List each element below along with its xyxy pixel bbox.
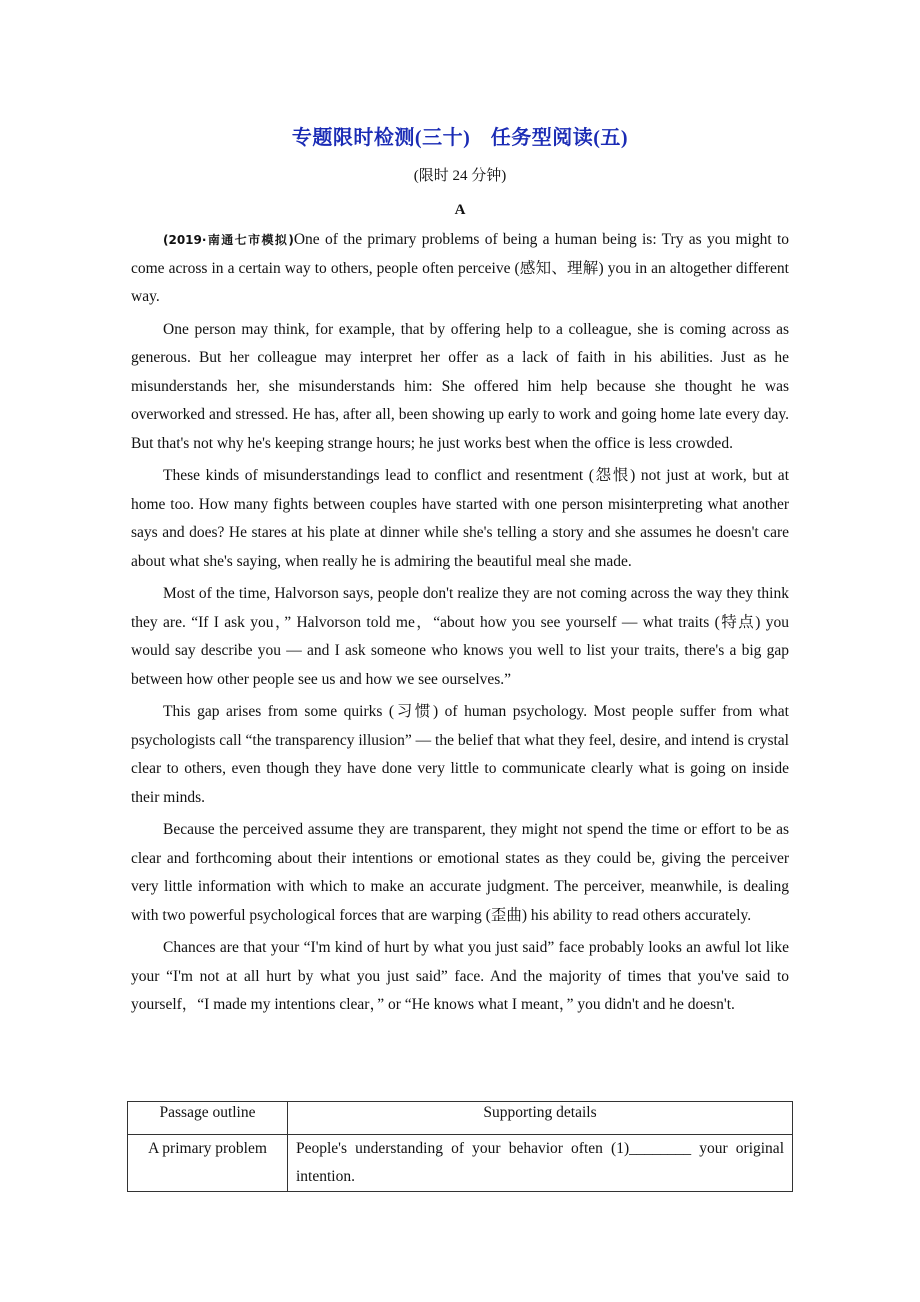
passage-paragraph-4: Most of the time, Halvorson says, people don't realize they are not coming across the way they think they are. “If I ask you，” Halvorson told me，“about how you see yourself — what traits (特点) you would say describe you — and I ask someone who knows you well to list your traits, there's a big gap between how other people see us and how we see ourselves.” (131, 585, 789, 688)
table-header-details: Supporting details (288, 1102, 793, 1135)
passage-paragraph-2: One person may think, for example, that by offering help to a colleague, she is coming across as generous. But her colleague may interpret her offer as a lack of faith in his abilities. Just as he misunderstands her, she misunderstands him: She offered him help because she thought he was overworked and stressed. He has, after all, been showing up early to work and going home late every day. But that's not why he's keeping strange hours; he just works best when the office is less crowded. (131, 320, 789, 452)
passage-paragraph-6: Because the perceived assume they are transparent, they might not spend the time or effort to be as clear and forthcoming about their intentions or emotional states as they could be, giving the perceiver very little information with which to make an accurate judgment. The perceiver, meanwhile, is dealing with two powerful psychological forces that are warping (歪曲) his ability to read others accurately. (131, 821, 789, 924)
table-row (128, 1135, 793, 1192)
passage-paragraph-7: Chances are that your “I'm kind of hurt by what you just said” face probably looks an awful lot like your “I'm not at all hurt by what you just said” face. And the majority of times that you've said to yourself，“I made my intentions clear，” or “He knows what I meant，” you didn't and he doesn't. (131, 939, 789, 1013)
page-title: 专题限时检测(三十) 任务型阅读(五) (291, 127, 629, 149)
time-limit-note: (限时 24 分钟) (413, 168, 507, 184)
table-cell-details[interactable]: People's understanding of your behavior often (1)________ your original intention. (288, 1135, 793, 1192)
table-header-outline: Passage outline (128, 1102, 288, 1135)
passage-body (131, 226, 789, 1024)
passage-paragraph-1: (2019·南通七市模拟)One of the primary problems of being a human being is: Try as you might to come across in a certain way to others, people often perceive (感知、理解) you in an altogether different way. (131, 231, 790, 305)
table-cell-outline: A primary problem (128, 1135, 288, 1192)
section-label: A (454, 202, 466, 218)
outline-table (127, 1101, 793, 1192)
passage-paragraph-3: These kinds of misunderstandings lead to conflict and resentment (怨恨) not just at work, but at home too. How many fights between couples have started with one person misinterpreting what another says and does? He stares at his plate at dinner while she's telling a story and she assumes he doesn't care about what she's saying, when really he is admiring the beautiful meal she made. (131, 467, 789, 570)
passage-paragraph-5: This gap arises from some quirks (习惯) of human psychology. Most people suffer from what psychologists call “the transparency illusion” — the belief that what they feel, desire, and intend is crystal clear to others, even though they have done very little to communicate clearly what is going on inside their minds. (131, 703, 789, 806)
table-header-row (128, 1102, 793, 1135)
passage-source: (2019·南通七市模拟) (163, 233, 294, 247)
